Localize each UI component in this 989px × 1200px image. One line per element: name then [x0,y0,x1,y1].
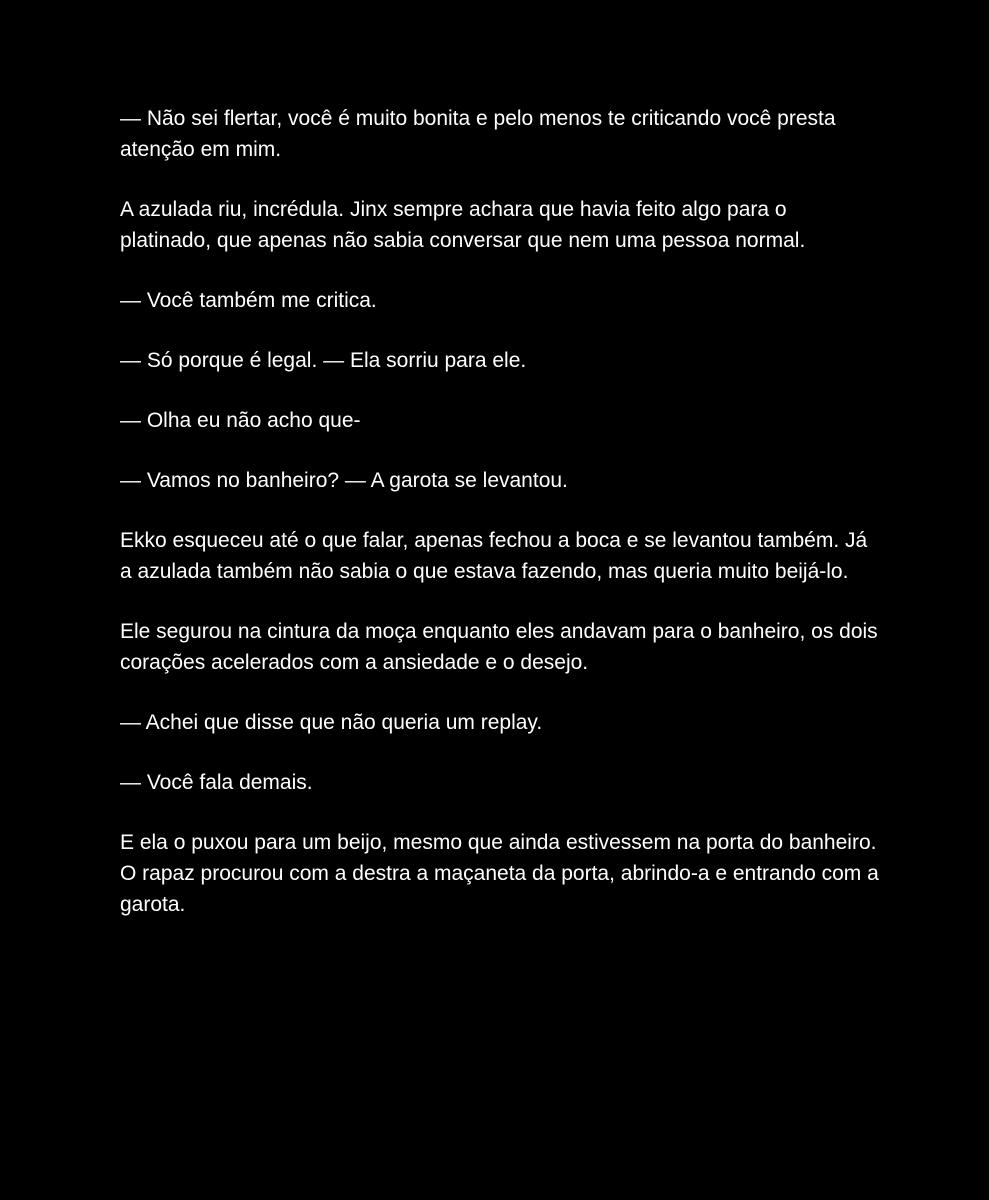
story-text [120,103,880,949]
paragraph-5: — Olha eu não acho que- [120,409,361,432]
paragraph-2: A azulada riu, incrédula. Jinx sempre achara que havia feito algo para o platinado, que apenas não sabia conversar que nem uma pessoa normal. [120,198,806,252]
paragraph-7: Ekko esqueceu até o que falar, apenas fechou a boca e se levantou também. Já a azulada também não sabia o que estava fazendo, mas queria muito beijá-lo. [120,529,868,583]
paragraph-9: — Achei que disse que não queria um replay. [120,711,543,734]
paragraph-8: Ele segurou na cintura da moça enquanto eles andavam para o banheiro, os dois corações acelerados com a ansiedade e o desejo. [120,620,878,674]
paragraph-3: — Você também me critica. [120,289,377,312]
paragraph-6: — Vamos no banheiro? — A garota se levantou. [120,469,568,492]
paragraph-11: E ela o puxou para um beijo, mesmo que ainda estivessem na porta do banheiro. O rapaz procurou com a destra a maçaneta da porta, abrindo-a e entrando com a garota. [120,831,879,916]
paragraph-4: — Só porque é legal. — Ela sorriu para ele. [120,349,527,372]
paragraph-10: — Você fala demais. [120,771,313,794]
paragraph-1: — Não sei flertar, você é muito bonita e pelo menos te criticando você presta atenção em mim. [120,107,836,161]
